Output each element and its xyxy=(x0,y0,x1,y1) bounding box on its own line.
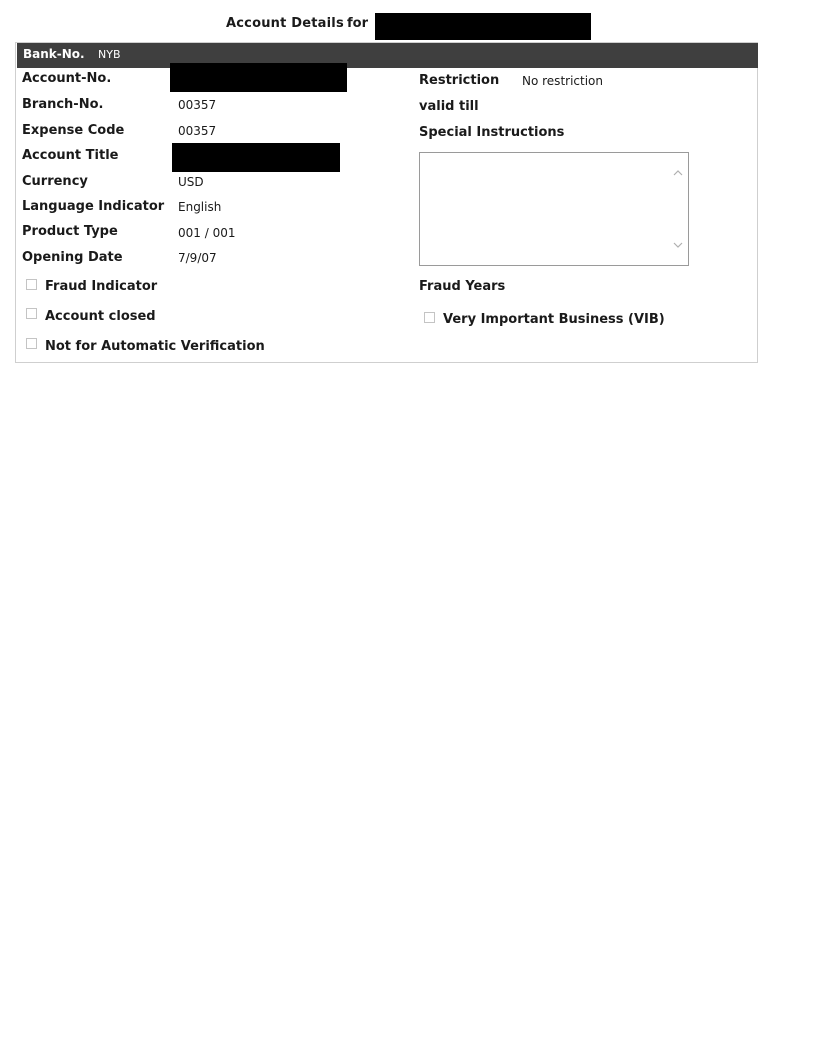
scroll-down-icon[interactable] xyxy=(672,239,684,251)
opening-date-value: 7/9/07 xyxy=(178,251,217,265)
branch-no-value: 00357 xyxy=(178,98,217,112)
product-type-label: Product Type xyxy=(22,224,118,239)
redacted-account-title xyxy=(172,143,340,172)
branch-no-label: Branch-No. xyxy=(22,97,104,112)
currency-value: USD xyxy=(178,175,204,189)
bank-no-value: NYB xyxy=(98,48,121,61)
special-instructions-label: Special Instructions xyxy=(419,125,565,140)
account-title-label: Account Title xyxy=(22,148,119,163)
currency-label: Currency xyxy=(22,174,88,189)
restriction-value: No restriction xyxy=(522,74,603,88)
fraud-years-label: Fraud Years xyxy=(419,279,506,294)
expense-code-label: Expense Code xyxy=(22,123,125,138)
redacted-account-holder xyxy=(375,13,591,40)
fraud-indicator-label: Fraud Indicator xyxy=(45,279,158,294)
account-closed-checkbox[interactable] xyxy=(26,308,37,319)
special-instructions-textarea[interactable] xyxy=(419,152,689,266)
page-title: Account Details xyxy=(226,16,344,31)
not-auto-verification-label: Not for Automatic Verification xyxy=(45,339,265,354)
language-indicator-value: English xyxy=(178,200,222,214)
fraud-indicator-checkbox[interactable] xyxy=(26,279,37,290)
account-no-label: Account-No. xyxy=(22,71,112,86)
account-closed-label: Account closed xyxy=(45,309,156,324)
bank-no-label: Bank-No. xyxy=(23,47,85,61)
product-type-value: 001 / 001 xyxy=(178,226,236,240)
redacted-account-no xyxy=(170,63,347,92)
vib-checkbox[interactable] xyxy=(424,312,435,323)
restriction-label: Restriction xyxy=(419,73,500,88)
page-title-for: for xyxy=(347,16,368,31)
opening-date-label: Opening Date xyxy=(22,250,123,265)
vib-label: Very Important Business (VIB) xyxy=(443,312,665,327)
bank-header-bar xyxy=(17,43,758,68)
valid-till-label: valid till xyxy=(419,99,479,114)
not-auto-verification-checkbox[interactable] xyxy=(26,338,37,349)
scroll-up-icon[interactable] xyxy=(672,167,684,179)
language-indicator-label: Language Indicator xyxy=(22,199,165,214)
expense-code-value: 00357 xyxy=(178,124,217,138)
